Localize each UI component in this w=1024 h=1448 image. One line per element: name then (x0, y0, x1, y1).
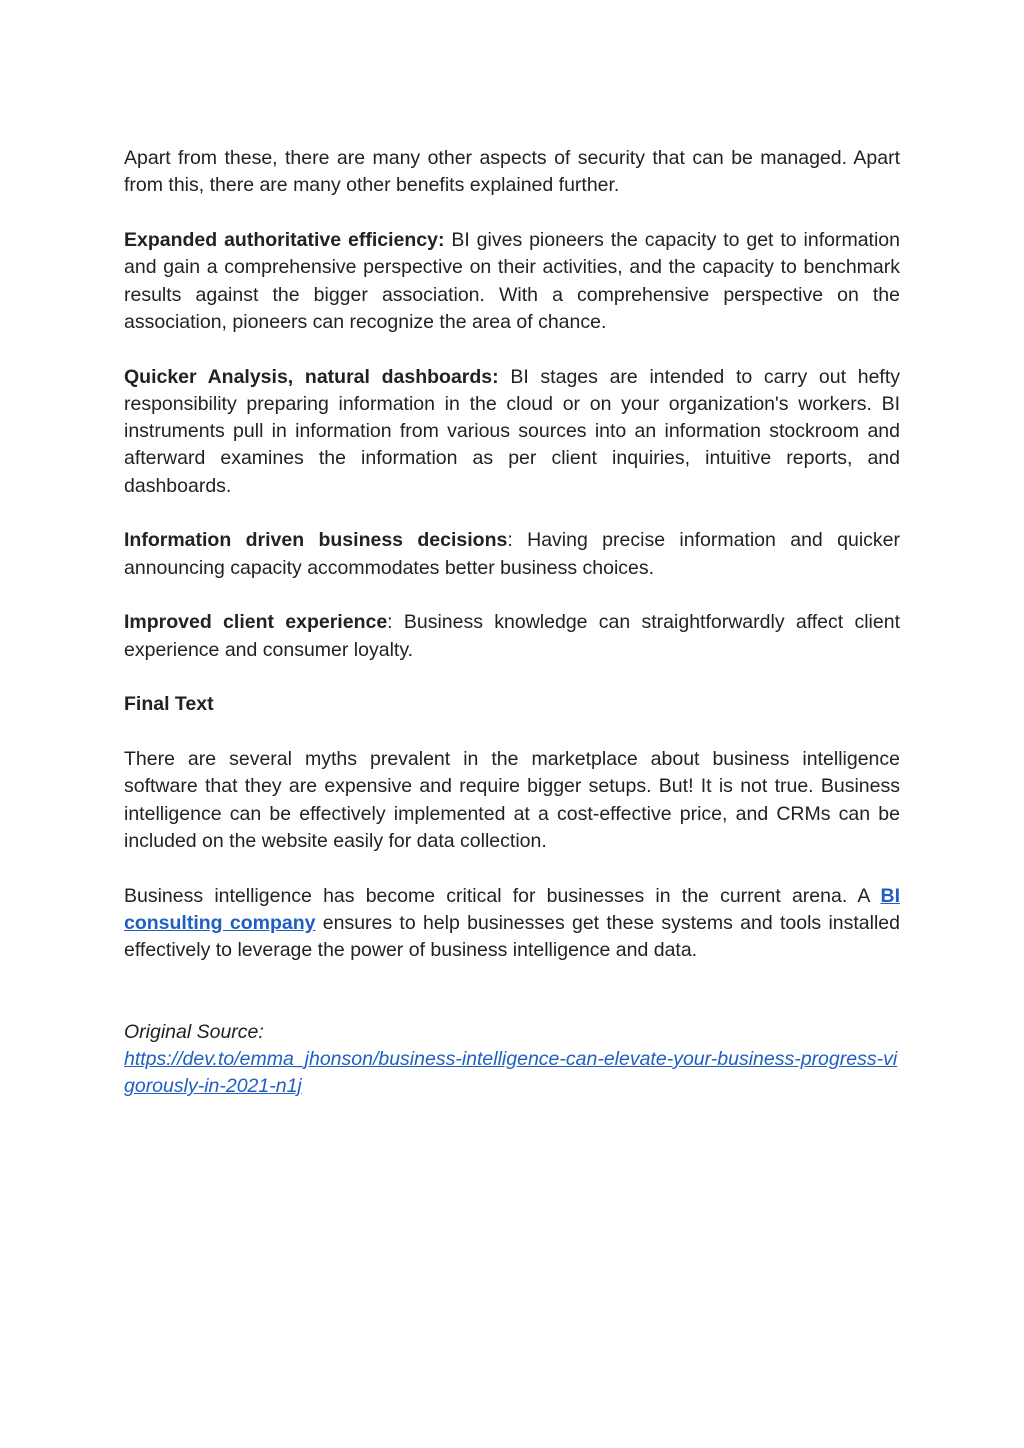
closing-paragraph (124, 883, 900, 965)
benefit-body: BI stages are intended to carry out hefty responsibility preparing information in the cloud or on your organization's workers. BI instruments pull in information from various sources into an information stockroom and afterward examines the information as per client inquiries, intuitive reports, and dashboards. (124, 365, 900, 497)
benefit-paragraph-analysis (124, 364, 900, 500)
benefit-title: Expanded authoritative efficiency: (124, 228, 445, 251)
intro-paragraph: Apart from these, there are many other aspects of security that can be managed. Apart from this, there are many other benefits explained further. (124, 147, 900, 197)
source-block (124, 1019, 900, 1101)
closing-text-before: Business intelligence has become critical for businesses in the current arena. A (124, 884, 881, 907)
document-page (124, 145, 900, 1100)
final-paragraph: There are several myths prevalent in the marketplace about business intelligence software that they are expensive and require bigger setups. But! It is not true. Business intelligence can be effectively implemented at a cost-effective price, and CRMs can be included on the website easily for data collection. (124, 748, 900, 852)
benefit-title: Quicker Analysis, natural dashboards: (124, 365, 499, 388)
final-heading: Final Text (124, 693, 214, 716)
benefit-body: : Having precise information and quicker announcing capacity accommodates better business choices. (124, 529, 900, 579)
source-label: Original Source: (124, 1020, 264, 1043)
benefit-title: Improved client experience (124, 611, 388, 634)
benefit-body: : Business knowledge can straightforwardly affect client experience and consumer loyalty. (124, 611, 900, 661)
benefit-title: Information driven business decisions (124, 529, 508, 552)
benefit-paragraph-experience (124, 609, 900, 664)
benefit-body: BI gives pioneers the capacity to get to information and gain a comprehensive perspective on their activities, and the capacity to benchmark results against the bigger association. With a comprehensive perspective on the association, pioneers can recognize the area of chance. (124, 228, 900, 333)
bi-consulting-link[interactable]: BI consulting company (124, 884, 900, 934)
benefit-paragraph-efficiency (124, 227, 900, 336)
benefit-paragraph-decisions (124, 527, 900, 582)
closing-text-after: ensures to help businesses get these systems and tools installed effectively to leverage the power of business intelligence and data. (124, 911, 901, 962)
source-url-link[interactable]: https://dev.to/emma_jhonson/business-intelligence-can-elevate-your-business-progress-vigorously-in-2021-n1j (124, 1047, 898, 1098)
